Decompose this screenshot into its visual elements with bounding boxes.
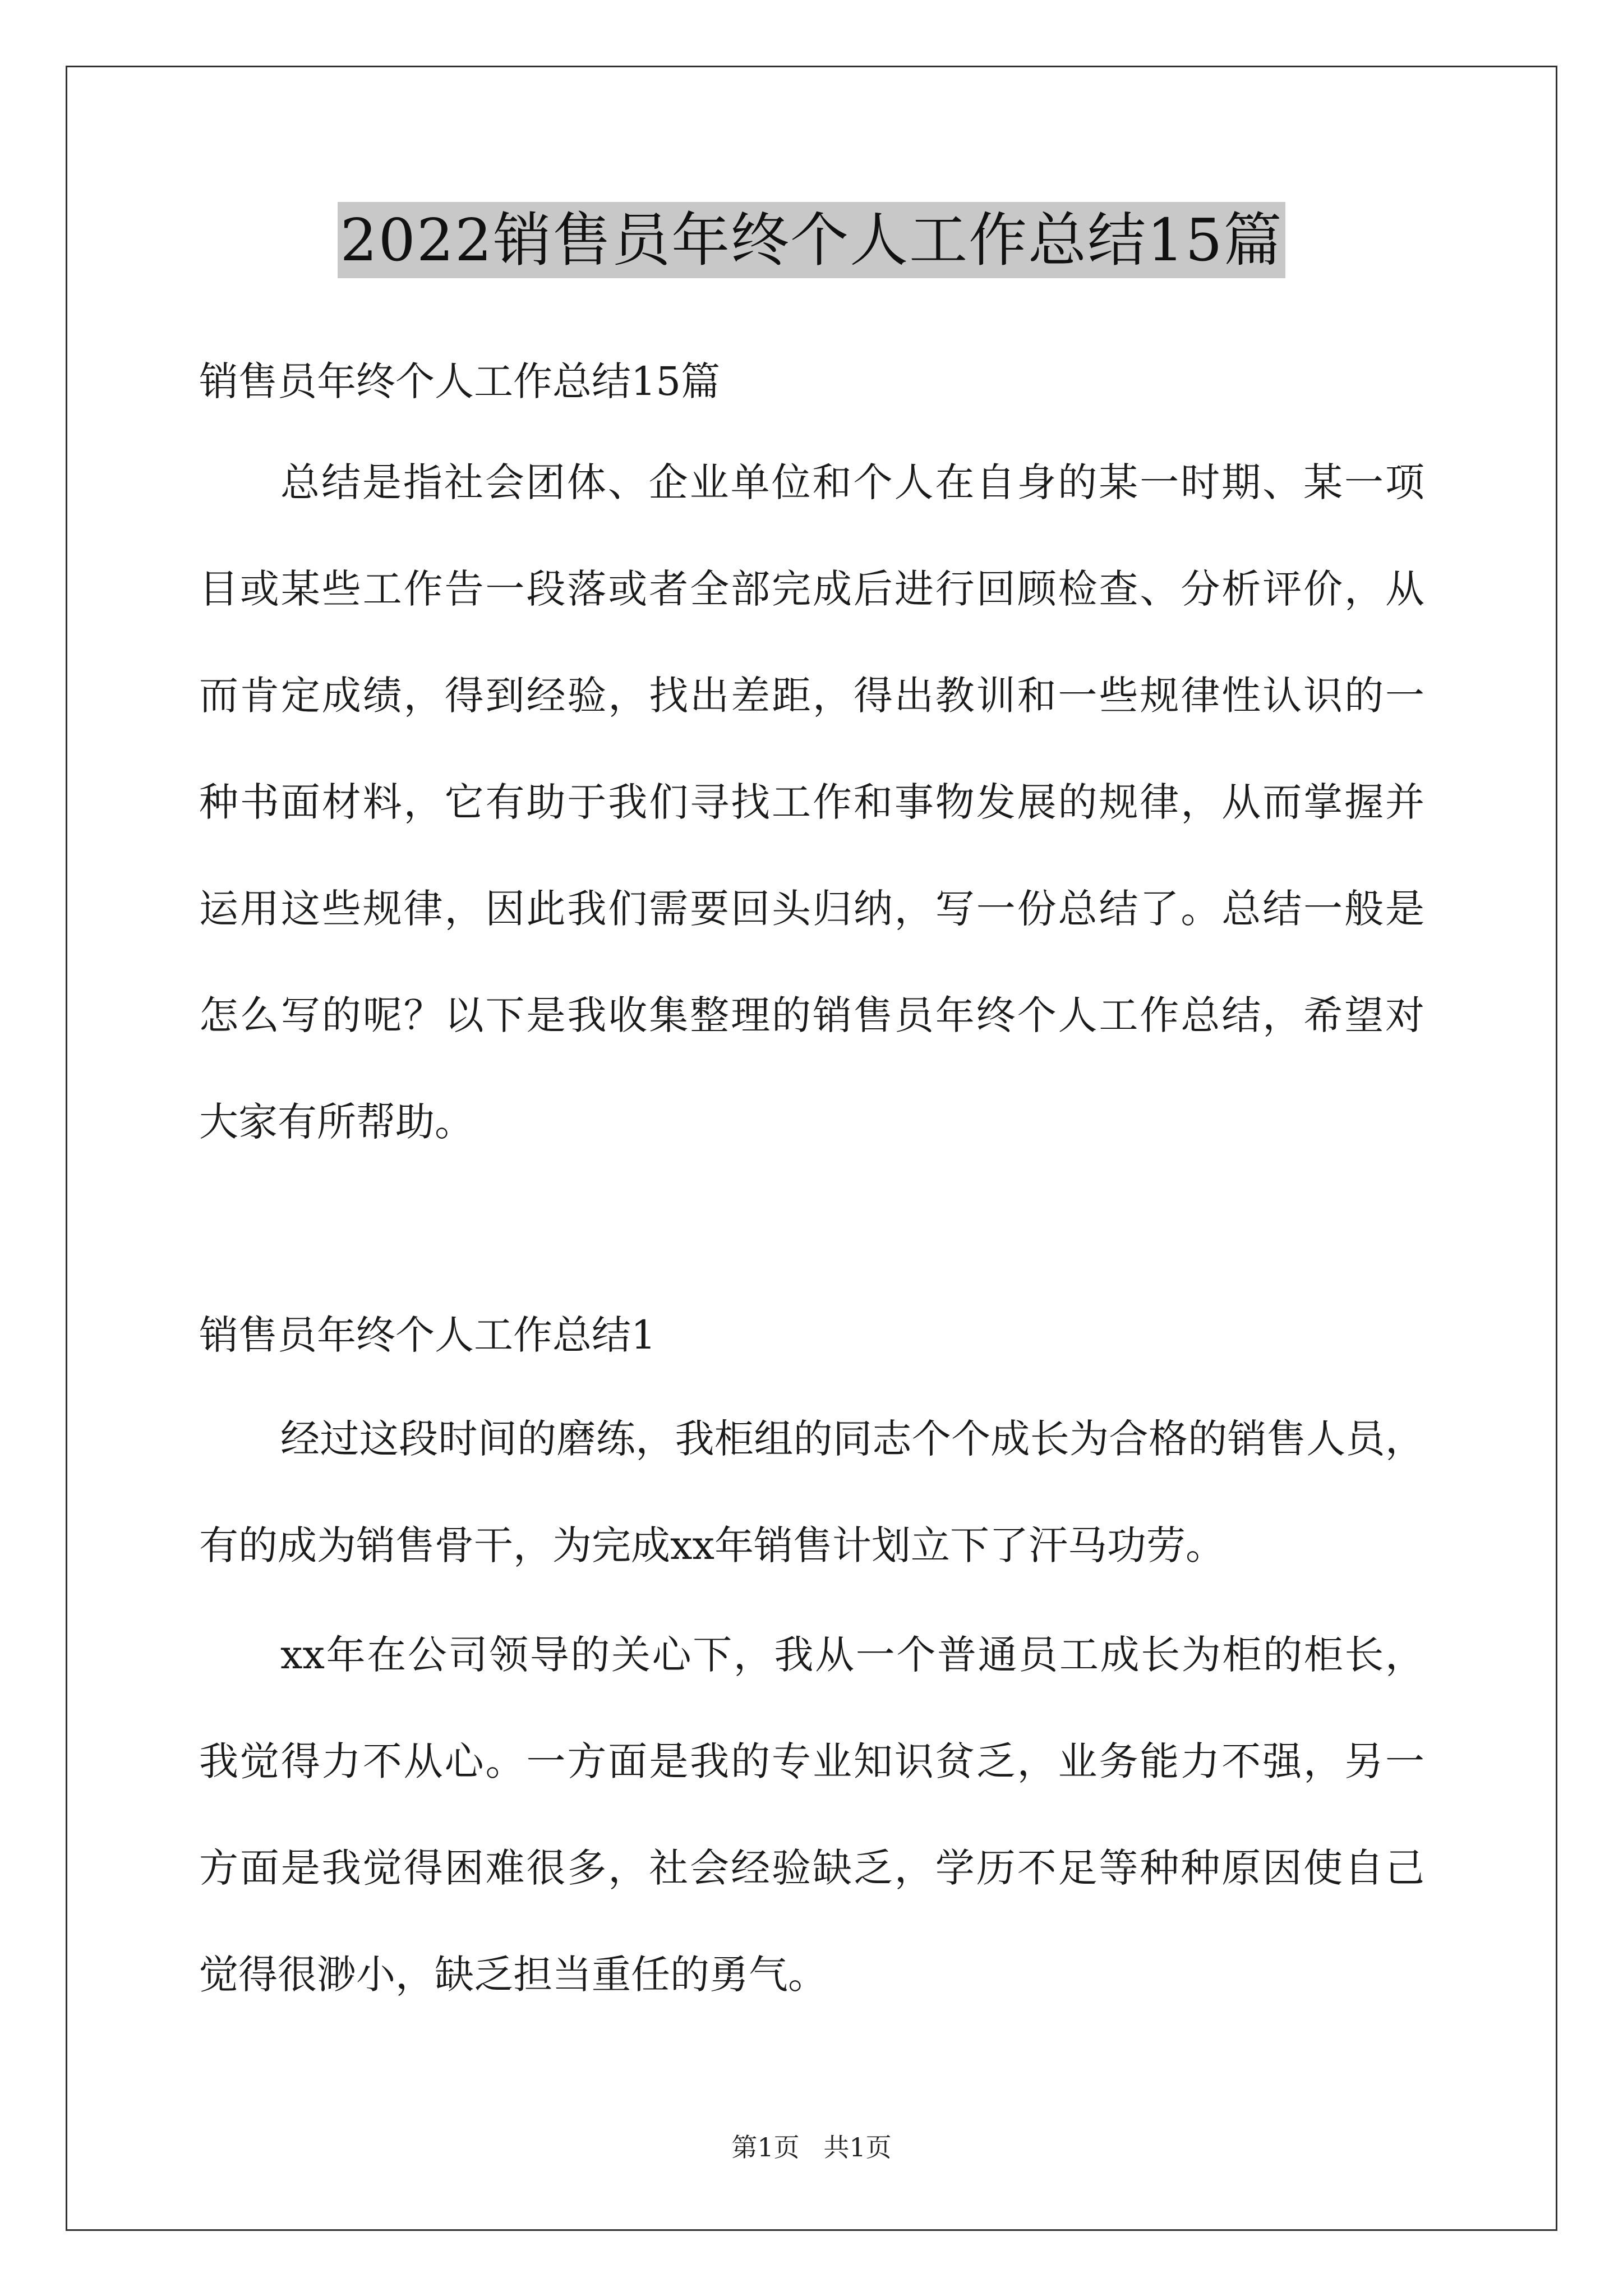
intro-line-6: 怎么写的呢？以下是我收集整理的销售员年终个人工作总结，希望对: [199, 992, 1424, 1038]
intro-line-2: 目或某些工作告一段落或者全部完成后进行回顾检查、分析评价，从: [199, 566, 1424, 612]
section1-para2-line-3: 方面是我觉得困难很多，社会经验缺乏，学历不足等种种原因使自己: [199, 1845, 1424, 1891]
page-number: 第1页: [731, 2132, 800, 2162]
section1-heading: 销售员年终个人工作总结1: [199, 1312, 656, 1358]
intro-line-4: 种书面材料，它有助于我们寻找工作和事物发展的规律，从而掌握并: [199, 779, 1424, 825]
title-container: [0, 202, 1623, 278]
section1-para2-line-1: xx年在公司领导的关心下，我从一个普通员工成长为柜的柜长，: [280, 1632, 1424, 1678]
document-subtitle: 销售员年终个人工作总结15篇: [199, 358, 721, 404]
intro-line-3: 而肯定成绩，得到经验，找出差距，得出教训和一些规律性认识的一: [199, 673, 1424, 719]
intro-line-1: 总结是指社会团体、企业单位和个人在自身的某一时期、某一项: [280, 459, 1424, 505]
page-total: 共1页: [823, 2132, 892, 2162]
intro-line-7: 大家有所帮助。: [199, 1099, 474, 1145]
intro-line-5: 运用这些规律，因此我们需要回头归纳，写一份总结了。总结一般是: [199, 886, 1424, 932]
document-title: 2022销售员年终个人工作总结15篇: [338, 202, 1285, 278]
page-footer: [0, 2128, 1623, 2167]
section1-para2-line-4: 觉得很渺小，缺乏担当重任的勇气。: [199, 1952, 827, 1998]
section1-para1-line-1: 经过这段时间的磨练，我柜组的同志个个成长为合格的销售人员，: [280, 1416, 1424, 1462]
section1-para1-line-2: 有的成为销售骨干，为完成xx年销售计划立下了汗马功劳。: [199, 1522, 1225, 1568]
section1-para2-line-2: 我觉得力不从心。一方面是我的专业知识贫乏，业务能力不强，另一: [199, 1738, 1424, 1784]
